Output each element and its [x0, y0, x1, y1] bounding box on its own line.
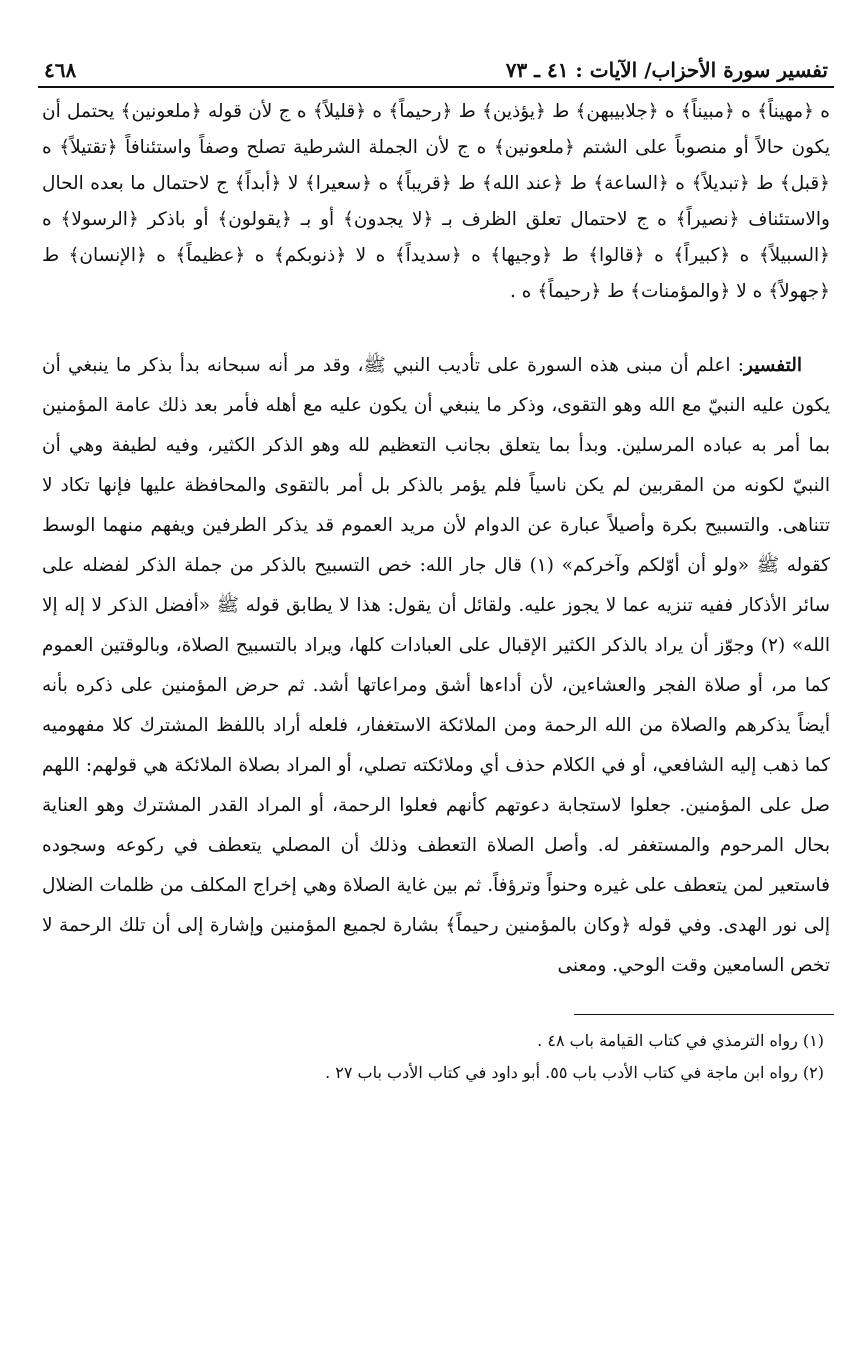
page-number: ٤٦٨ [44, 58, 77, 82]
running-title: تفسير سورة الأحزاب/ الآيات : ٤١ ـ ٧٣ [505, 58, 828, 82]
tafsir-paragraph [38, 346, 834, 986]
footnote-1: (١) رواه الترمذي في كتاب القيامة باب ٤٨ . [537, 1031, 824, 1050]
tafsir-body: : اعلم أن مبنى هذه السورة على تأديب النبي ﷺ، وقد مر أنه سبحانه بدأ بذكر ما ينبغي أن يكون عليه النبيّ مع الله وهو التقوى، وذكر ما ينبغي أن يكون عليه مع أهله فأمر بعد ذلك عامة المؤمنين بما أمر به عباده المرسلين. وبدأ بما يتعلق بجانب التعظيم لله وهو الذكر الكثير، وفيه لطيفة وهي أن النبيّ لكونه من المقربين لم يكن ناسياً فلم يؤمر بالذكر بل أمر بالتقوى والمحافظة عليها فإنها تكاد لا تتناهى. والتسبيح بكرة وأصيلاً عبارة عن الدوام لأن مريد العموم قد يذكر الطرفين ويفهم منهما الوسط كقوله ﷺ «ولو أن أوّلكم وآخركم» (١) قال جار الله: خص التسبيح بالذكر من جملة الذكر لفضله على سائر الأذكار ففيه تنزيه عما لا يجوز عليه. ولقائل أن يقول: هذا لا يطابق قوله ﷺ «أفضل الذكر لا إله إلا الله» (٢) وجوّز أن يراد بالذكر الكثير الإقبال على العبادات كلها، ويراد بالتسبيح الصلاة، وبالوقتين العموم كما مر، أو صلاة الفجر والعشاءين، لأن أداءها أشق ومراعاتها أشد. ثم حرض المؤمنين على ذكره بأنه أيضاً يذكرهم والصلاة من الله الرحمة ومن الملائكة الاستغفار، فلعله أراد باللفظ المشترك كلا مفهوميه كما ذهب إليه الشافعي، أو في الكلام حذف أي وملائكته تصلي، أو المراد بصلاة الملائكة هي قولهم: اللهم صل على المؤمنين. جعلوا لاستجابة دعوتهم كأنهم فعلوا الرحمة، أو المراد القدر المشترك وهو العناية بحال المرحوم والمستغفر له. وأصل الصلاة التعطف وذلك أن المصلي يتعطف في ركوعه وسجوده فاستعير لمن يتعطف على غيره وحنواً وترؤفاً. ثم بين غاية الصلاة وهي إخراج المكلف من ظلمات الضلال إلى نور الهدى. وفي قوله ﴿وكان بالمؤمنين رحيماً﴾ بشارة لجميع المؤمنين وإشارة إلى أن تلك الرحمة لا تخص السامعين وقت الوحي. ومعنى [42, 355, 830, 976]
waqf-marks-paragraph: ه ﴿مهيناً﴾ ه ﴿مبيناً﴾ ه ﴿جلابيبهن﴾ ط ﴿يؤذين﴾ ط ﴿رحيماً﴾ ه ﴿قليلاً﴾ ه ج لأن قوله ﴿ملعونين﴾ يحتمل أن يكون حالاً أو منصوباً على الشتم ﴿ملعونين﴾ ه ج لأن الجملة الشرطية تصلح وصفاً واستئنافاً ﴿تقتيلاً﴾ ه ﴿قبل﴾ ط ﴿تبديلاً﴾ ه ﴿الساعة﴾ ط ﴿عند الله﴾ ط ﴿قريباً﴾ ه ﴿سعيرا﴾ لا ﴿أبداً﴾ ج لاحتمال ما بعده الحال والاستئناف ﴿نصيراً﴾ ه ج لاحتمال تعلق الظرف بـ ﴿لا يجدون﴾ أو بـ ﴿يقولون﴾ أو باذكر ﴿الرسولا﴾ ه ﴿السبيلاً﴾ ه ﴿كبيراً﴾ ه ﴿قالوا﴾ ط ﴿وجيها﴾ ه ﴿سديداً﴾ ه لا ﴿ذنوبكم﴾ ه ﴿عظيماً﴾ ه ﴿الإنسان﴾ ط ﴿جهولاً﴾ ه لا ﴿والمؤمنات﴾ ط ﴿رحيماً﴾ ه . [42, 101, 830, 302]
footnote-2: (٢) رواه ابن ماجة في كتاب الأدب باب ٥٥. أبو داود في كتاب الأدب باب ٢٧ . [325, 1063, 824, 1082]
running-header [38, 58, 834, 86]
header-rule [38, 86, 834, 88]
book-page [38, 58, 834, 1089]
tafsir-label: التفسير [743, 355, 802, 376]
footnote-rule [574, 1014, 834, 1015]
footnotes [38, 1025, 834, 1089]
